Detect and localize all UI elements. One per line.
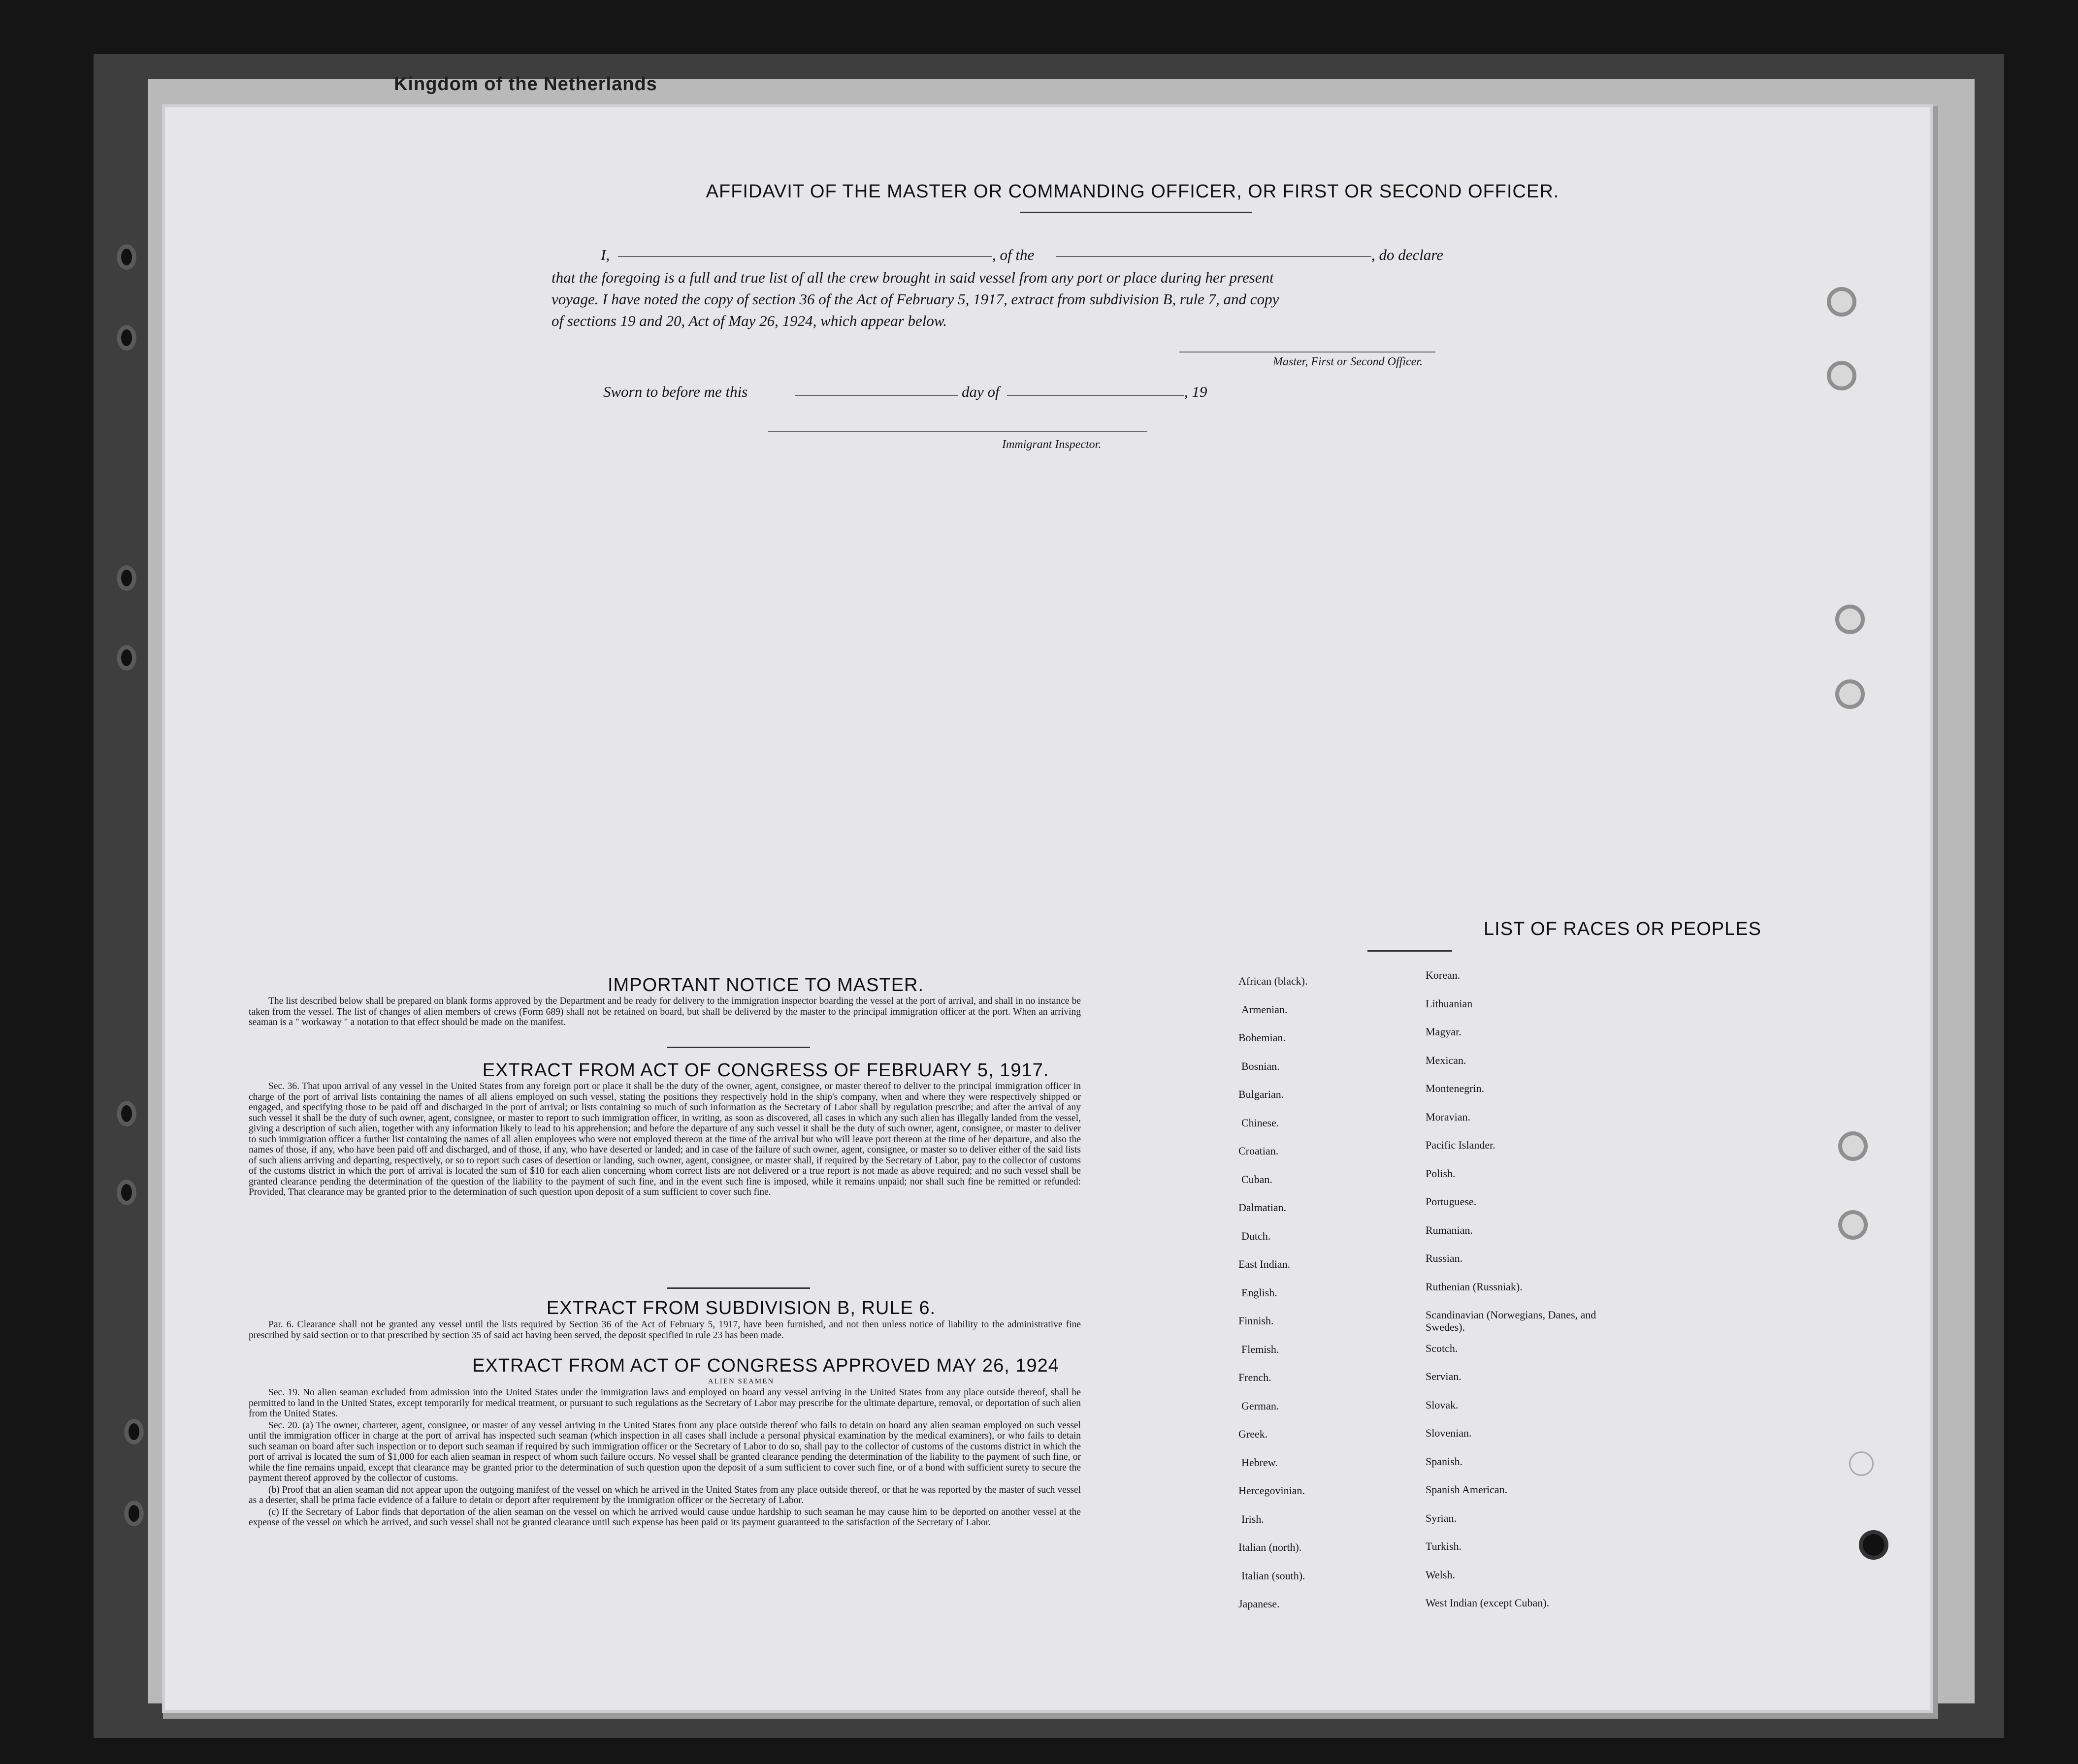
extract-1924-title: EXTRACT FROM ACT OF CONGRESS APPROVED MAY 26, 1924 (472, 1355, 1059, 1376)
inspector-signature-line[interactable] (768, 431, 1147, 432)
affidavit-line1-declare: , do declare (1371, 246, 1444, 263)
extract-1924-text (249, 1387, 1081, 1529)
section-36-paragraph: Sec. 36. That upon arrival of any vessel in the United States from any foreign port or place it shall be the duty of the owner, agent, consignee, or master thereof to deliver to the principal immigration officer in charge of the port of arrival lists containing the names of all aliens employed on such vessel, stating the positions they respectively hold in the ship's company, when and where they were respectively shipped or engaged, and specifying those to be paid off and discharged in the port of arrival; or lists containing so much of such information as the Secretary of Labor shall by regulation prescribe; and after the arrival of any such vessel it shall be the duty of such owner, agent, consignee, or master to report to such immigration officer, in writing, as soon as discovered, all cases in which any such alien has illegally landed from the vessel, giving a description of such alien, together with any information likely to lead to his apprehension; and before the departure of any such vessel it shall be the duty of such owner, agent, consignee, or master to deliver to such immigration officer a further list containing the names of all alien employees who were not employed thereon at the time of the arrival but who will leave port thereon at the time of her departure, and also the names of those, if any, who have been paid off and discharged, and of those, if any, who have deserted or landed; and in case of the failure of such owner, agent, consignee, or master so to deliver either of the said lists of such aliens arriving and departing, respectively, or so to report such cases of desertion or landing, such owner, agent, consignee, or master shall, if required by the Secretary of Labor, pay to the collector of customs of the customs district in which the port of arrival is located the sum of $10 for each alien concerning whom correct lists are not delivered or a true report is not made as above required; and no such vessel shall be granted clearance pending the determination of the question of the liability to the payment of such fine, and in the event such fine is imposed, while it remains unpaid; nor shall such fine be remitted or refunded: Provided, That clearance may be granted prior to the determination of such question upon deposit of a sum sufficient to cover such fine. (249, 1081, 1081, 1197)
sworn-day-field[interactable] (795, 395, 958, 396)
extract-1917-text (249, 1081, 1081, 1199)
extract-1917-title: EXTRACT FROM ACT OF CONGRESS OF FEBRUARY 5, 1917. (482, 1060, 1049, 1081)
sworn-text: Sworn to before me this (603, 383, 748, 400)
master-signature-label: Master, First or Second Officer. (1273, 355, 1423, 368)
race-item: West Indian (except Cuban). (1426, 1597, 1550, 1609)
race-item: Moravian. (1426, 1110, 1471, 1123)
day-of-text: day of (962, 383, 1000, 400)
page-ring-hole (1827, 361, 1856, 390)
race-item: Hercegovinian. (1238, 1484, 1305, 1497)
page-ring-hole (1859, 1530, 1888, 1560)
race-item: Slovak. (1426, 1398, 1459, 1411)
binder-hole (124, 1419, 144, 1444)
race-item: Ruthenian (Russniak). (1426, 1280, 1523, 1293)
race-item: Bohemian. (1238, 1031, 1286, 1044)
race-item: Servian. (1426, 1370, 1461, 1382)
master-signature-line[interactable] (1179, 352, 1435, 353)
section-19-paragraph: Sec. 19. No alien seaman excluded from admission into the United States under the immigration laws and employed on board any vessel arriving in the United States from any place outside thereof, shall be permitted to land in the United States, except temporarily for medical treatment, or pursuant to such regulations as the Secretary of Labor may prescribe for the ultimate departure, removal, or deportation of such alien from the United States. (249, 1387, 1081, 1419)
binder-hole (117, 325, 136, 351)
race-item: Scandinavian (Norwegians, Danes, and Swedes). (1426, 1309, 1596, 1333)
binder-hole (117, 565, 136, 591)
page-ring-hole (1827, 287, 1856, 317)
master-name-field[interactable] (618, 256, 992, 257)
race-item: Flemish. (1241, 1343, 1279, 1355)
affidavit-page (165, 107, 1930, 1710)
race-item: Chinese. (1241, 1116, 1279, 1129)
race-item: Finnish. (1238, 1315, 1274, 1327)
race-item: Scotch. (1426, 1342, 1458, 1354)
notice-text (249, 996, 1081, 1029)
binder-hole (117, 1101, 136, 1126)
race-item: Portuguese. (1426, 1195, 1477, 1208)
rule6-text (249, 1319, 1081, 1342)
inspector-label: Immigrant Inspector. (1002, 438, 1102, 451)
race-item: Japanese. (1238, 1598, 1280, 1610)
affidavit-line3: voyage. I have noted the copy of section 36 of the Act of February 5, 1917, extract from subdivision B, rule 7, and copy (552, 290, 1279, 308)
race-item: Montenegrin. (1426, 1082, 1485, 1094)
race-item: French. (1238, 1371, 1271, 1383)
race-item: Bulgarian. (1238, 1088, 1284, 1100)
race-item: Spanish. (1426, 1455, 1463, 1468)
affidavit-line2: that the foregoing is a full and true list of all the crew brought in said vessel from any port or place during her present (552, 269, 1274, 286)
section-divider (667, 1287, 810, 1289)
race-item: Slovenian. (1426, 1427, 1472, 1439)
race-item: Korean. (1426, 969, 1461, 981)
page-ring-hole (1835, 679, 1865, 709)
rule6-title: EXTRACT FROM SUBDIVISION B, RULE 6. (546, 1298, 936, 1318)
binder-hole (117, 244, 136, 270)
page-ring-hole (1849, 1451, 1874, 1476)
alien-seamen-subtitle: ALIEN SEAMEN (708, 1378, 775, 1385)
notice-paragraph: The list described below shall be prepared on blank forms approved by the Department and be ready for delivery to the immigration inspector boarding the vessel at the port of arrival, and shall in no instance be taken from the vessel. The list of changes of alien members of crews (Form 689) shall not be retained on board, but shall be delivered by the master to the principal immigration officer at the port. When an arriving seaman is a " workaway " a notation to that effect should be made on the manifest. (249, 996, 1081, 1027)
race-item: English. (1241, 1286, 1277, 1299)
race-item: Greek. (1238, 1428, 1268, 1440)
section-20a-paragraph: Sec. 20. (a) The owner, charterer, agent, consignee, or master of any vessel arriving in the United States from any place outside thereof who fails to detain on board any alien seaman employed on such vessel until the immigration officer in charge at the port of arrival has inspected such seaman (which inspection in all cases shall include a personal physical examination by the medical examiners), or who fails to detain such seaman on board after such inspection or to deport such seaman if required by such immigration officer or the Secretary of Labor to do so, shall pay to the collector of customs of the customs district in which the port of arrival is located the sum of $1,000 for each alien seaman in respect of whom such failure occurs. No vessel shall be granted clearance pending the determination of the liability to the payment of such fine, or while the fine remains unpaid, except that clearance may be granted prior to the determination of such question upon the deposit of a sum sufficient to cover such fine, or of a bond with sufficient surety to secure the payment thereof approved by the collector of customs. (249, 1420, 1081, 1483)
section-divider (667, 1047, 810, 1048)
race-item: Italian (north). (1238, 1541, 1302, 1553)
race-item: Welsh. (1426, 1568, 1455, 1581)
affidavit-title: AFFIDAVIT OF THE MASTER OR COMMANDING OFFICER, OR FIRST OR SECOND OFFICER. (706, 181, 1559, 202)
races-title: LIST OF RACES OR PEOPLES (1484, 919, 1761, 939)
race-item: Dalmatian. (1238, 1201, 1287, 1214)
race-item: Magyar. (1426, 1026, 1461, 1038)
year-text: , 19 (1184, 383, 1207, 400)
race-item: Armenian. (1241, 1003, 1288, 1016)
page-ring-hole (1835, 605, 1865, 634)
race-item: Irish. (1241, 1512, 1264, 1525)
race-item: Syrian. (1426, 1511, 1457, 1524)
rule6-paragraph: Par. 6. Clearance shall not be granted any vessel until the lists required by Section 36 of the Act of February 5, 1917, have been furnished, and not then unless notice of liability to the administrative fine prescribed by said section or to that prescribed by section 35 of said act having been served, the deposit specified in rule 23 has been made. (249, 1319, 1081, 1341)
page-ring-hole (1838, 1210, 1868, 1240)
page-ring-hole (1838, 1131, 1868, 1161)
race-item: Lithuanian (1426, 997, 1473, 1010)
sworn-month-field[interactable] (1007, 395, 1184, 396)
race-item: Polish. (1426, 1167, 1456, 1180)
notice-title: IMPORTANT NOTICE TO MASTER. (607, 975, 924, 995)
race-item: Pacific Islander. (1426, 1139, 1495, 1151)
race-item: Mexican. (1426, 1054, 1466, 1066)
race-item: Russian. (1426, 1252, 1463, 1264)
race-item: Turkish. (1426, 1540, 1462, 1552)
section-20c-paragraph: (c) If the Secretary of Labor finds that deportation of the alien seaman on the vessel on which he arrived would cause undue hardship to such seaman he may cause him to be deported on another vessel at the expense of the vessel on which he arrived, and such vessel shall not be granted clearance until such expense has been paid or its payment guaranteed to the satisfaction of the Secretary of Labor. (249, 1507, 1081, 1528)
race-item: Hebrew. (1241, 1456, 1278, 1469)
race-item: Dutch. (1241, 1229, 1271, 1242)
affidavit-line1-i: I, (601, 246, 610, 263)
vessel-name-field[interactable] (1056, 256, 1371, 257)
race-item: East Indian. (1238, 1258, 1291, 1270)
binder-hole (117, 645, 136, 671)
race-item: German. (1241, 1399, 1279, 1412)
affidavit-line4: of sections 19 and 20, Act of May 26, 1924, which appear below. (552, 312, 947, 329)
race-item: Cuban. (1241, 1173, 1272, 1186)
race-item: Spanish American. (1426, 1483, 1508, 1496)
race-item: Rumanian. (1426, 1223, 1473, 1236)
binder-hole (117, 1180, 136, 1205)
races-title-underline (1367, 950, 1452, 952)
race-item: Bosnian. (1241, 1059, 1280, 1072)
underlying-sheet-heading: Kingdom of the Netherlands (394, 74, 657, 95)
affidavit-line1-of-the: , of the (992, 246, 1035, 263)
binder-hole (124, 1501, 144, 1526)
section-20b-paragraph: (b) Proof that an alien seaman did not appear upon the outgoing manifest of the vessel on which he arrived in the United States from any place outside thereof, or that he was reported by the master of such vessel as a deserter, shall be prima facie evidence of a failure to detain or deport after requirement by the immigration officer or the Secretary of Labor. (249, 1484, 1081, 1506)
race-item: Italian (south). (1241, 1569, 1305, 1582)
title-underline (1020, 212, 1252, 213)
race-item: African (black). (1238, 975, 1308, 987)
race-item: Croatian. (1238, 1145, 1279, 1157)
